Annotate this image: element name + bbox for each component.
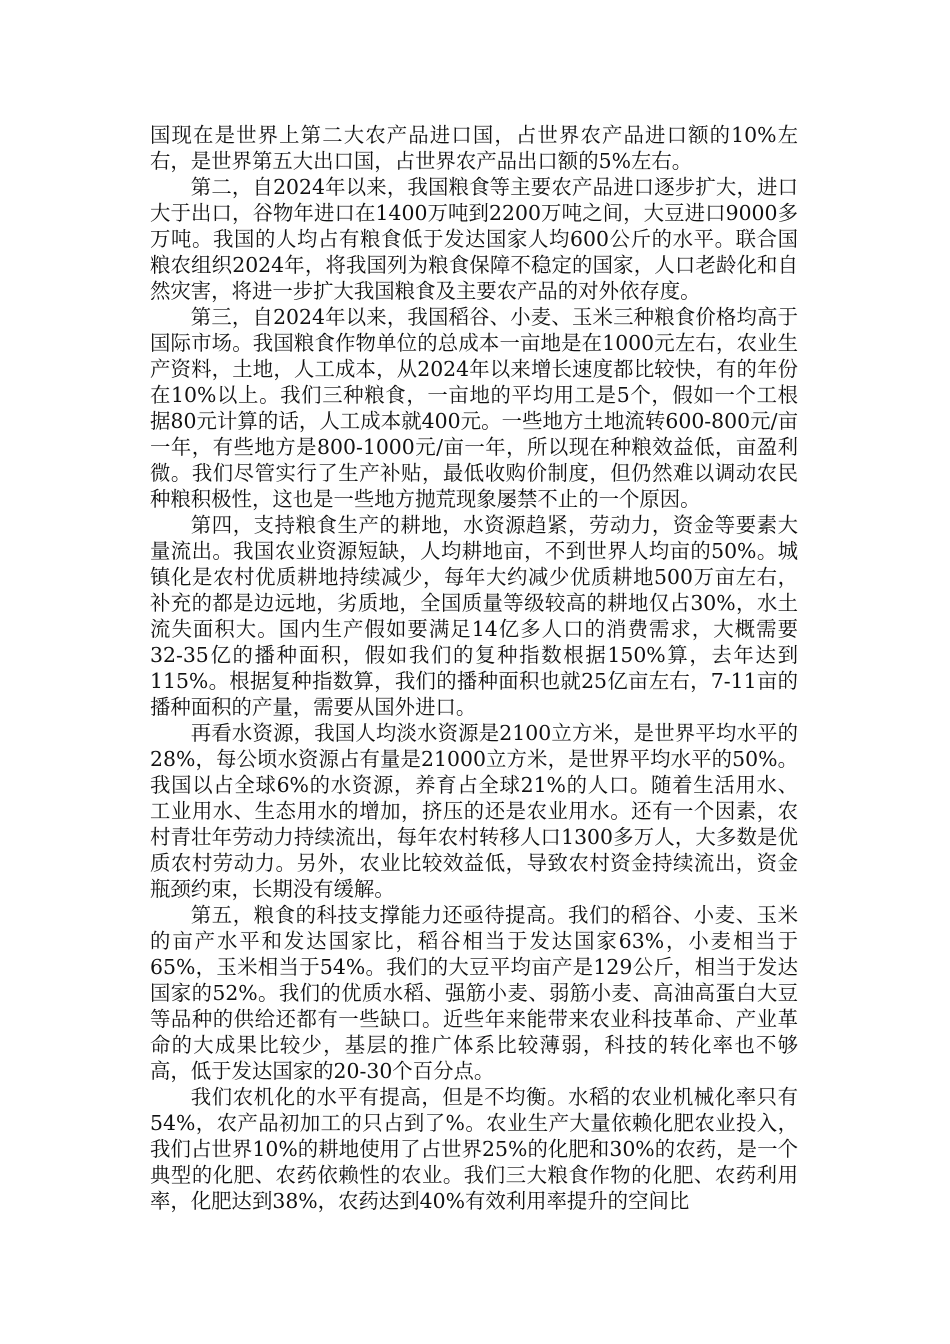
paragraph-fifth-point: 第五，粮食的科技支撑能力还亟待提高。我们的稻谷、小麦、玉米的亩产水平和发达国家比，稻谷相当于发达国家63%，小麦相当于65%，玉米相当于54%。我们的大豆平均亩产是129公斤，相当于发达国家的52%。我们的优质水稻、强筋小麦、弱筋小麦、高油高蛋白大豆等品种的供给还都有一些缺口。近些年来能带来农业科技革命、产业革命的大成果比较少，基层的推广体系比较薄弱，科技的转化率也不够高，低于发达国家的20-30个百分点。: [150, 903, 798, 1083]
paragraph-water-resources: 再看水资源，我国人均淡水资源是2100立方米，是世界平均水平的28%，每公顷水资源占有量是21000立方米，是世界平均水平的50%。我国以占全球6%的水资源，养育占全球21%的人口。随着生活用水、工业用水、生态用水的增加，挤压的还是农业用水。还有一个因素，农村青壮年劳动力持续流出，每年农村转移人口1300多万人，大多数是优质农村劳动力。另外，农业比较效益低，导致农村资金持续流出，资金瓶颈约束，长期没有缓解。: [150, 721, 798, 901]
paragraph-third-point: 第三，自2024年以来，我国稻谷、小麦、玉米三种粮食价格均高于国际市场。我国粮食作物单位的总成本一亩地是在1000元左右，农业生产资料，土地，人工成本，从2024年以来增长速度都比较快，有的年份在10%以上。我们三种粮食，一亩地的平均用工是5个，假如一个工根据80元计算的话，人工成本就400元。一些地方土地流转600-800元/亩一年，有些地方是800-1000元/亩一年，所以现在种粮效益低，亩盈利微。我们尽管实行了生产补贴，最低收购价制度，但仍然难以调动农民种粮积极性，这也是一些地方抛荒现象屡禁不止的一个原因。: [150, 305, 798, 511]
paragraph-second-point: 第二，自2024年以来，我国粮食等主要农产品进口逐步扩大，进口大于出口，谷物年进口在1400万吨到2200万吨之间，大豆进口9000多万吨。我国的人均占有粮食低于发达国家人均600公斤的水平。联合国粮农组织2024年，将我国列为粮食保障不稳定的国家，人口老龄化和自然灾害，将进一步扩大我国粮食及主要农产品的对外依存度。: [150, 175, 798, 303]
document-body: [150, 122, 798, 1214]
paragraph-continuation: 国现在是世界上第二大农产品进口国，占世界农产品进口额的10%左右，是世界第五大出口国，占世界农产品出口额的5%左右。: [150, 123, 798, 173]
paragraph-mechanization: 我们农机化的水平有提高，但是不均衡。水稻的农业机械化率只有54%，农产品初加工的只占到了%。农业生产大量依赖化肥农业投入，我们占世界10%的耕地使用了占世界25%的化肥和30%的农药，是一个典型的化肥、农药依赖性的农业。我们三大粮食作物的化肥、农药利用率，化肥达到38%，农药达到40%有效利用率提升的空间比: [150, 1085, 798, 1213]
paragraph-fourth-point: 第四，支持粮食生产的耕地，水资源趋紧，劳动力，资金等要素大量流出。我国农业资源短缺，人均耕地亩，不到世界人均亩的50%。城镇化是农村优质耕地持续减少，每年大约减少优质耕地500万亩左右，补充的都是边远地，劣质地，全国质量等级较高的耕地仅占30%，水土流失面积大。国内生产假如要满足14亿多人口的消费需求，大概需要32-35亿的播种面积，假如我们的复种指数根据150%算，去年达到115%。根据复种指数算，我们的播种面积也就25亿亩左右，7-11亩的播种面积的产量，需要从国外进口。: [150, 513, 798, 719]
